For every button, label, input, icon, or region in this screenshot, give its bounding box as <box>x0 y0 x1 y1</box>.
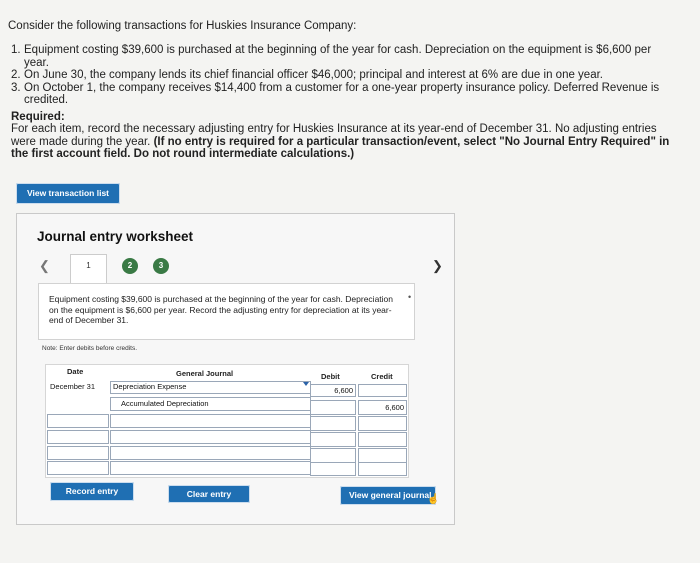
chevron-right-icon[interactable]: ❯ <box>432 258 443 273</box>
credit-field[interactable] <box>358 384 407 397</box>
required-bold: (If no entry is required for a particular transaction/event, select "No Journal Entry Required" in the first account field. Do not round intermediate calculations.) <box>11 135 670 160</box>
account-field[interactable] <box>110 461 311 475</box>
credit-value: 6,600 <box>385 403 404 412</box>
entry-description: Equipment costing $39,600 is purchased at the beginning of the year for cash. Depreciation on the equipment is $6,600 per year. Record the adjusting entry for depreciation at its year-end of December 31. <box>49 294 393 325</box>
debit-field[interactable] <box>310 400 356 415</box>
date-cell[interactable] <box>47 461 109 475</box>
view-transaction-list-button[interactable] <box>16 183 120 204</box>
view-transaction-list-label: View transaction list <box>26 188 110 198</box>
worksheet-title: Journal entry worksheet <box>37 229 194 244</box>
date-cell[interactable]: December 31 <box>50 382 96 391</box>
account-value: Depreciation Expense <box>113 382 187 391</box>
date-cell[interactable] <box>47 414 109 428</box>
required-plain: For each item, record the necessary adjusting entry for Huskies Insurance at its year-end of December 31. No adjusting entries were made during the year. <box>11 123 657 148</box>
intro-text: Consider the following transactions for Huskies Insurance Company: <box>8 20 357 32</box>
debit-field[interactable] <box>310 462 356 476</box>
credit-field[interactable] <box>358 416 407 431</box>
debit-field[interactable] <box>310 432 356 447</box>
record-entry-label: Record entry <box>65 486 119 496</box>
credit-field[interactable] <box>358 448 407 463</box>
required-text <box>11 123 671 161</box>
item-number: 3. <box>11 81 21 94</box>
credit-field[interactable] <box>358 462 407 476</box>
header-general-journal: General Journal <box>176 369 234 378</box>
credit-field[interactable] <box>358 432 407 447</box>
debit-value: 6,600 <box>334 386 353 395</box>
header-date: Date <box>67 367 84 376</box>
account-field[interactable] <box>110 414 311 428</box>
clear-entry-button[interactable] <box>168 485 250 503</box>
chevron-left-icon[interactable]: ❮ <box>39 258 50 273</box>
account-field[interactable] <box>110 430 311 444</box>
caret-down-icon[interactable] <box>303 382 309 386</box>
item-text: On June 30, the company lends its chief financial officer $46,000; principal and interest at 6% are due in one year. <box>24 69 603 81</box>
item-number: 2. <box>11 69 21 81</box>
hand-cursor-icon: ☝ <box>427 494 440 505</box>
list-item <box>11 82 661 107</box>
date-cell[interactable] <box>47 430 109 444</box>
debit-field[interactable] <box>310 448 356 463</box>
item-number: 1. <box>11 44 21 56</box>
step-tab-1[interactable]: 1 <box>70 254 107 285</box>
clear-entry-label: Clear entry <box>186 489 232 499</box>
account-value: Accumulated Depreciation <box>121 399 209 408</box>
list-item <box>11 44 661 69</box>
date-cell[interactable] <box>47 446 109 460</box>
view-general-journal-button[interactable] <box>340 486 436 505</box>
view-general-journal-label: View general journal <box>349 490 432 500</box>
item-text: Equipment costing $39,600 is purchased at the beginning of the year for cash. Depreciation on the equipment is $6,600 per year. <box>24 44 652 69</box>
account-field[interactable] <box>110 446 311 460</box>
list-item <box>11 69 661 82</box>
item-text: On October 1, the company receives $14,400 from a customer for a one-year property insurance policy. Deferred Revenue is credited. <box>24 81 660 106</box>
transaction-list <box>11 44 661 107</box>
header-credit: Credit <box>371 372 393 381</box>
entry-note: Note: Enter debits before credits. <box>42 345 138 352</box>
step-tab-3[interactable]: 3 <box>153 258 169 274</box>
header-debit: Debit <box>321 372 340 381</box>
bullet-dot: • <box>408 292 412 302</box>
step-tab-2[interactable]: 2 <box>122 258 138 274</box>
record-entry-button[interactable] <box>50 482 134 501</box>
debit-field[interactable] <box>310 416 356 431</box>
required-heading: Required: <box>11 111 65 123</box>
